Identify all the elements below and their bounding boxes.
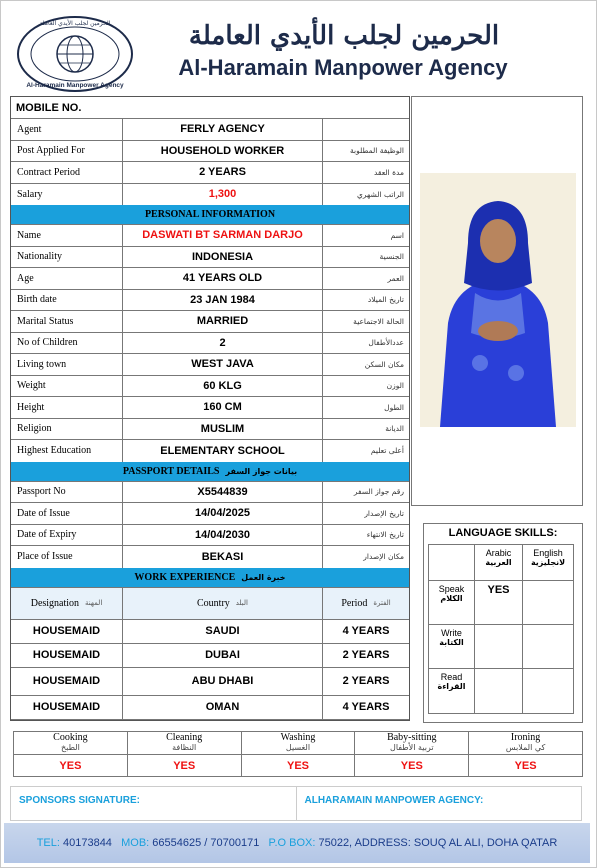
passport-rows	[11, 482, 409, 568]
title-english: Al-Haramain Manpower Agency	[178, 55, 508, 80]
row-label: Birth date	[11, 290, 123, 311]
skill-value: YES	[173, 759, 196, 772]
language-skills-box	[423, 523, 583, 723]
col-country: Country البلد	[123, 588, 323, 619]
info-row	[11, 354, 409, 376]
svg-text:الحرمين لجلب الأيدي العاملة: الحرمين لجلب الأيدي العاملة	[39, 20, 111, 27]
agency-signature-label: ALHARAMAIN MANPOWER AGENCY:	[304, 795, 484, 806]
language-row-speak: Speak الكلام YES	[429, 581, 573, 625]
info-rows	[11, 119, 409, 205]
photo-frame	[411, 96, 583, 506]
skill-baby-sitting	[355, 732, 469, 776]
row-value: WEST JAVA	[123, 354, 323, 375]
row-label: Marital Status	[11, 311, 123, 332]
row-label: Name	[11, 225, 123, 246]
row-label: Contract Period	[11, 162, 123, 183]
work-designation: HOUSEMAID	[11, 668, 123, 695]
language-grid	[428, 544, 574, 714]
row-label-arabic: مكان الإصدار	[363, 552, 404, 562]
skill-label: Ironing كي الملابس	[469, 732, 582, 755]
candidate-photo	[420, 173, 576, 427]
info-row	[11, 440, 409, 462]
language-title: LANGUAGE SKILLS:	[448, 527, 558, 539]
work-period: 2 YEARS	[342, 649, 390, 661]
row-value: ELEMENTARY SCHOOL	[123, 440, 323, 462]
row-label: Agent	[11, 119, 123, 140]
row-label-arabic: تاريخ الإصدار	[364, 508, 404, 518]
row-label-arabic: الطول	[384, 402, 404, 412]
info-row	[11, 482, 409, 504]
col-designation: Designation المهنة	[11, 588, 123, 619]
row-label: Living town	[11, 354, 123, 375]
info-row	[11, 162, 409, 184]
row-label-arabic: أعلى تعليم	[370, 446, 404, 456]
row-value: 41 YEARS OLD	[123, 268, 323, 289]
skill-label: Washing الغسيل	[242, 732, 355, 755]
skill-cleaning	[128, 732, 242, 776]
section-passport-header: PASSPORT DETAILS بيانات جواز السفر	[11, 462, 409, 482]
row-label-arabic: الوزن	[386, 381, 404, 391]
work-country: OMAN	[123, 696, 323, 719]
row-label: Religion	[11, 419, 123, 440]
work-country: ABU DHABI	[123, 668, 323, 695]
row-value: DASWATI BT SARMAN DARJO	[123, 225, 323, 246]
row-label: Age	[11, 268, 123, 289]
row-label: No of Children	[11, 333, 123, 354]
row-label: Nationality	[11, 247, 123, 268]
info-row	[11, 397, 409, 419]
skill-value: YES	[400, 759, 423, 772]
row-label-arabic: اسم	[390, 230, 404, 240]
language-header-row: Arabic العربية English لانجليزية	[429, 545, 573, 581]
info-row	[11, 119, 409, 141]
work-country: DUBAI	[123, 644, 323, 667]
section-work-header: WORK EXPERIENCE خبرة العمل	[11, 568, 409, 588]
info-row	[11, 419, 409, 441]
info-row	[11, 225, 409, 247]
work-row	[11, 620, 409, 644]
info-row	[11, 268, 409, 290]
row-value: MARRIED	[123, 311, 323, 332]
row-label-arabic: مكان السكن	[364, 359, 404, 369]
row-label: Date of Expiry	[11, 525, 123, 546]
agency-logo	[15, 15, 135, 93]
row-label-arabic: الراتب الشهري	[357, 189, 404, 199]
work-rows	[11, 620, 409, 720]
row-label: Date of Issue	[11, 503, 123, 524]
work-designation: HOUSEMAID	[11, 644, 123, 667]
row-value: 14/04/2030	[123, 525, 323, 546]
skill-value: YES	[514, 759, 537, 772]
row-value: 2	[123, 333, 323, 354]
work-country: SAUDI	[123, 620, 323, 643]
row-label-arabic: تاريخ الانتهاء	[366, 530, 404, 540]
row-label-arabic: الجنسية	[379, 252, 404, 262]
row-label-arabic: الوظيفة المطلوبة	[350, 146, 404, 156]
info-row	[11, 290, 409, 312]
work-period: 4 YEARS	[342, 701, 390, 713]
row-label-arabic: عددالأطفال	[368, 338, 404, 348]
row-label: Height	[11, 397, 123, 418]
row-label-arabic: مدة العقد	[374, 167, 404, 177]
title-arabic: الحرمين لجلب الأيدي العاملة	[188, 21, 500, 51]
language-row-read: Read القراءة	[429, 669, 573, 713]
row-label-arabic: تاريخ الميلاد	[367, 295, 404, 305]
language-row-write: Write الكتابة	[429, 625, 573, 669]
row-label: Salary	[11, 184, 123, 206]
row-value: HOUSEHOLD WORKER	[123, 141, 323, 162]
row-label-arabic: الديانة	[385, 424, 404, 434]
info-row	[11, 141, 409, 163]
sponsor-signature-label: SPONSORS SIGNATURE:	[11, 787, 297, 820]
row-label: Post Applied For	[11, 141, 123, 162]
work-period: 4 YEARS	[342, 625, 390, 637]
work-row	[11, 696, 409, 720]
section-personal-header: PERSONAL INFORMATION	[11, 205, 409, 225]
row-label: Passport No	[11, 482, 123, 503]
info-row	[11, 376, 409, 398]
mobile-label: MOBILE NO.	[11, 97, 409, 119]
info-row	[11, 503, 409, 525]
row-label-arabic: العمر	[387, 273, 404, 283]
footer-contact: TEL: 40173844 MOB: 66554625 / 70700171 P.O BOX: 75022, ADDRESS: SOUQ AL ALI, DOHA QATAR	[4, 823, 590, 863]
skill-label: Cooking الطبخ	[14, 732, 127, 755]
row-value: FERLY AGENCY	[123, 119, 323, 140]
signature-area	[10, 786, 582, 821]
row-value: BEKASI	[123, 546, 323, 568]
row-value: 23 JAN 1984	[123, 290, 323, 311]
skill-ironing	[469, 732, 582, 776]
row-value: 2 YEARS	[123, 162, 323, 183]
skill-label: Baby-sitting تربية الأطفال	[355, 732, 468, 755]
row-value: 14/04/2025	[123, 503, 323, 524]
work-row	[11, 668, 409, 696]
work-designation: HOUSEMAID	[11, 620, 123, 643]
row-value: 160 CM	[123, 397, 323, 418]
row-value: MUSLIM	[123, 419, 323, 440]
skill-value: YES	[59, 759, 82, 772]
work-column-headers	[11, 588, 409, 620]
row-label: Highest Education	[11, 440, 123, 462]
info-row	[11, 247, 409, 269]
info-row	[11, 525, 409, 547]
row-value: INDONESIA	[123, 247, 323, 268]
info-row	[11, 311, 409, 333]
row-value: X5544839	[123, 482, 323, 503]
row-value: 1,300	[123, 184, 323, 206]
personal-rows	[11, 225, 409, 462]
skill-label: Cleaning النظافة	[128, 732, 241, 755]
skill-value: YES	[286, 759, 309, 772]
info-row	[11, 546, 409, 568]
row-label: Place of Issue	[11, 546, 123, 568]
col-period: Period الفترة	[341, 597, 391, 609]
row-value: 60 KLG	[123, 376, 323, 397]
info-row	[11, 333, 409, 355]
work-row	[11, 644, 409, 668]
skill-washing	[242, 732, 356, 776]
row-label: Weight	[11, 376, 123, 397]
svg-text:Al-Haramain Manpower Agency: Al-Haramain Manpower Agency	[26, 82, 124, 89]
main-table	[10, 96, 410, 721]
household-skills	[13, 731, 583, 777]
work-period: 2 YEARS	[342, 675, 390, 687]
skill-cooking	[14, 732, 128, 776]
info-row	[11, 184, 409, 206]
row-label-arabic: رقم جواز السفر	[353, 487, 404, 497]
work-designation: HOUSEMAID	[11, 696, 123, 719]
row-label-arabic: الحالة الاجتماعية	[353, 316, 404, 326]
